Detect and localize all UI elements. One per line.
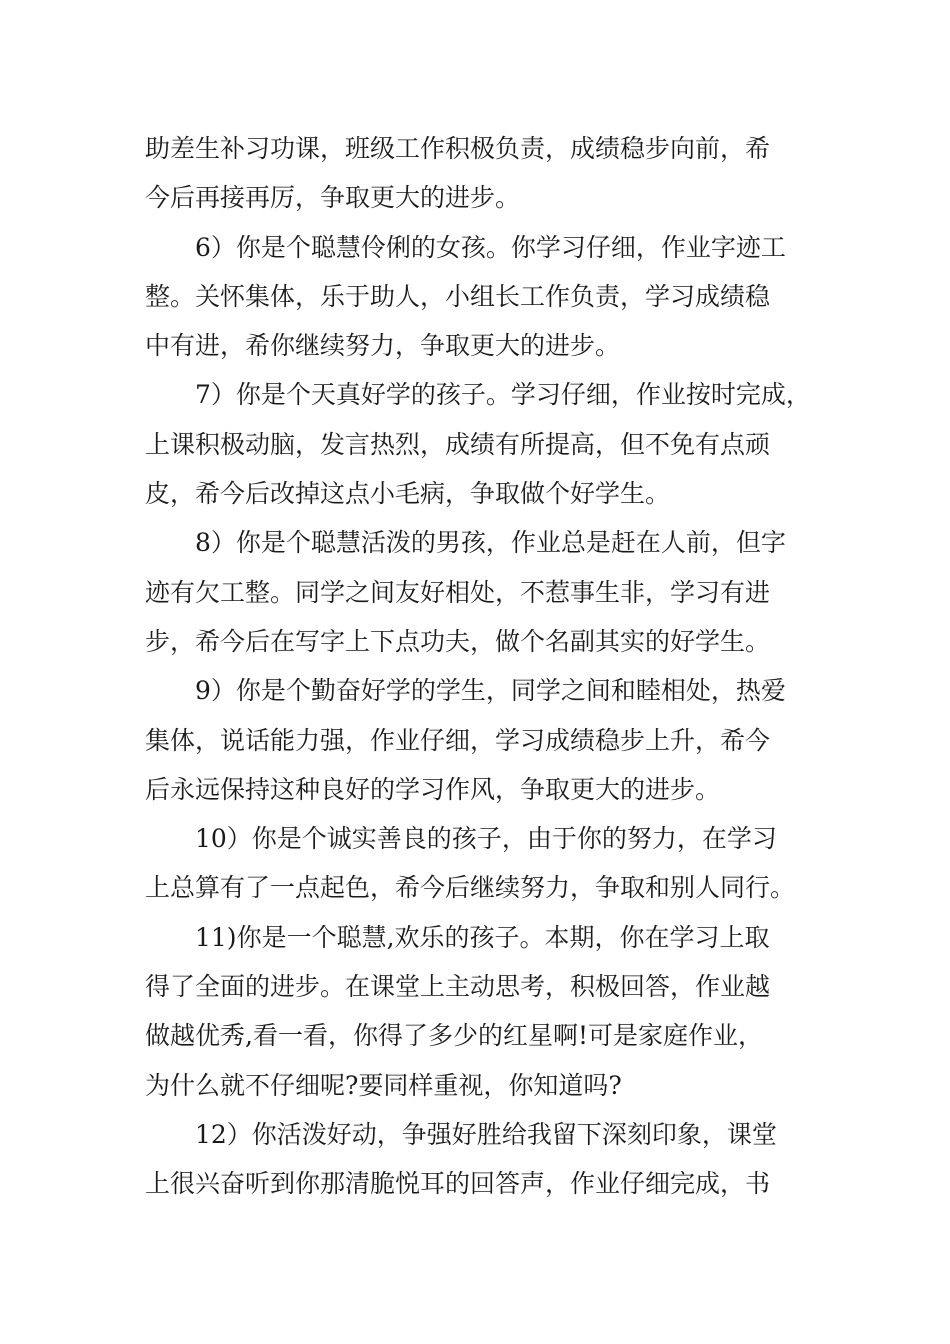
document-body [145,124,810,1209]
text-line-12: 9）你是个勤奋好学的学生，同学之间和睦相处，热爱 [195,676,786,706]
text-line-9: 8）你是个聪慧活泼的男孩，作业总是赶在人前，但字 [195,528,786,558]
text-line-13: 集体，说话能力强，作业仔细，学习成绩稳步上升，希今 [145,725,771,755]
text-line-17: 11)你是一个聪慧,欢乐的孩子。本期，你在学习上取 [195,922,770,952]
text-line-3: 6）你是个聪慧伶俐的女孩。你学习仔细，作业字迹工 [195,232,786,262]
text-line-4: 整。关怀集体，乐于助人，小组长工作负责，学习成绩稳 [145,281,771,311]
text-line-15: 10）你是个诚实善良的孩子，由于你的努力，在学习 [195,824,777,854]
text-line-22: 上很兴奋听到你那清脆悦耳的回答声，作业仔细完成，书 [145,1169,771,1199]
text-line-7: 上课积极动脑，发言热烈，成绩有所提高，但不免有点顽 [145,429,771,459]
text-line-16: 上总算有了一点起色，希今后继续努力，争取和别人同行。 [145,873,796,903]
text-line-11: 步，希今后在写字上下点功夫，做个名副其实的好学生。 [145,626,771,656]
text-line-21: 12）你活泼好动，争强好胜给我留下深刻印象，课堂 [195,1119,777,1149]
text-line-8: 皮，希今后改掉这点小毛病，争取做个好学生。 [145,479,671,509]
text-line-1: 助差生补习功课，班级工作积极负责，成绩稳步向前，希 [145,134,771,163]
text-line-19: 做越优秀,看一看，你得了多少的红星啊!可是家庭作业， [145,1021,763,1051]
text-line-5: 中有进，希你继续努力，争取更大的进步。 [145,331,621,361]
text-line-2: 今后再接再厉，争取更大的进步。 [145,183,521,213]
text-line-14: 后永远保持这种良好的学习作风，争取更大的进步。 [145,774,721,804]
text-line-18: 得了全面的进步。在课堂上主动思考，积极回答，作业越 [145,972,771,1002]
text-line-6: 7）你是个天真好学的孩子。学习仔细，作业按时完成， [195,380,811,410]
text-line-10: 迹有欠工整。同学之间友好相处，不惹事生非，学习有进 [145,577,771,607]
text-line-20: 为什么就不仔细呢?要同样重视，你知道吗? [145,1070,622,1100]
